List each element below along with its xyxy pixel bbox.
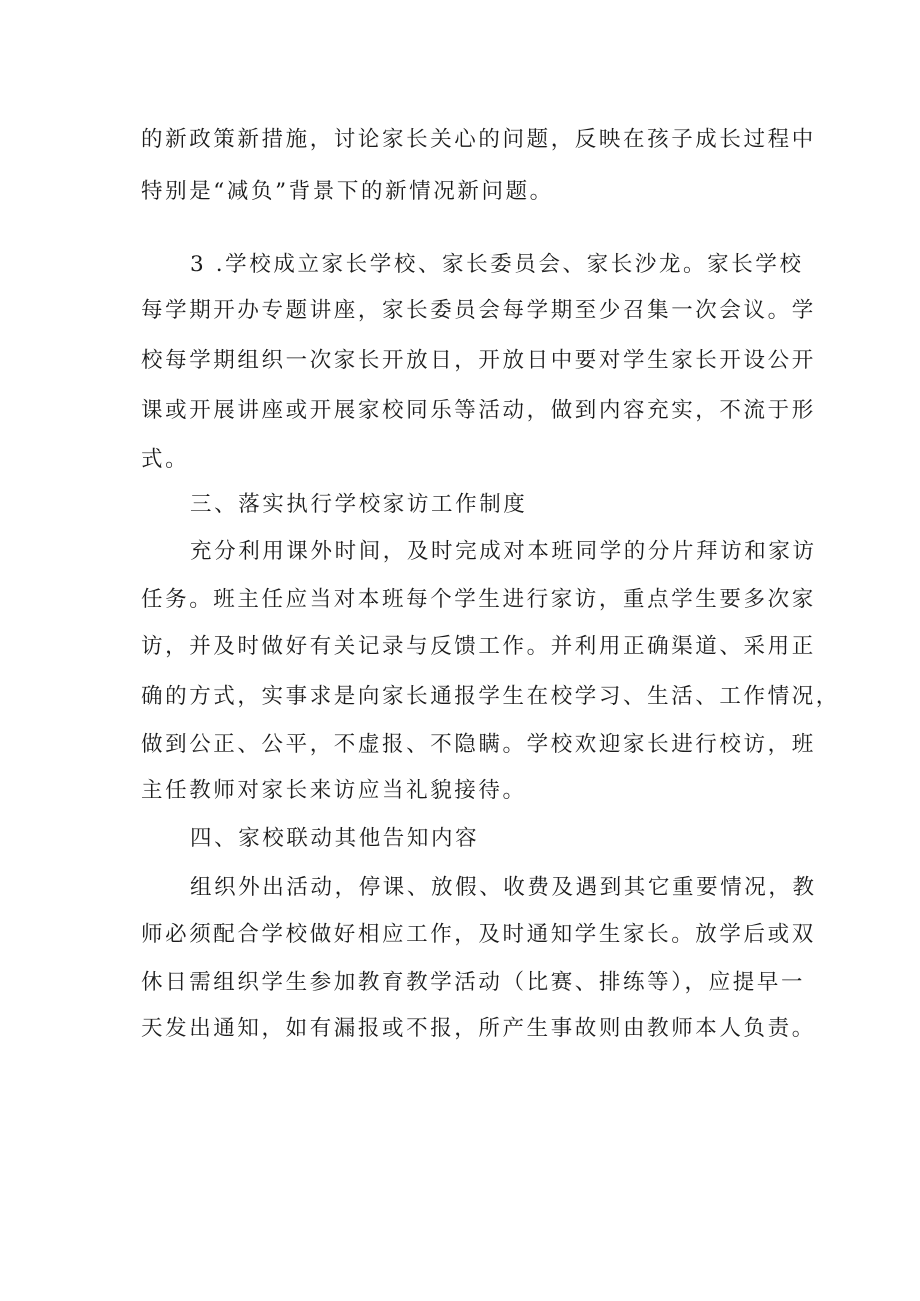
text-line: 充分利用课外时间，及时完成对本班同学的分片拜访和家访 <box>190 539 817 564</box>
text-line: 师必须配合学校做好相应工作，及时通知学生家长。放学后或双 <box>141 922 816 947</box>
text-line: 组织外出活动，停课、放假、收费及遇到其它重要情况，教 <box>190 875 817 900</box>
text-line: 任务。班主任应当对本班每个学生进行家访，重点学生要多次家 <box>141 587 816 612</box>
section-heading: 四、家校联动其他告知内容 <box>190 826 480 851</box>
section-heading: 三、落实执行学校家访工作制度 <box>190 492 528 517</box>
text-line: 校每学期组织一次家长开放日，开放日中要对学生家长开设公开 <box>141 348 816 373</box>
text-line: 访，并及时做好有关记录与反馈工作。并利用正确渠道、采用正 <box>141 634 816 659</box>
text-line: 的新政策新措施，讨论家长关心的问题，反映在孩子成长过程中 <box>141 127 816 152</box>
text-line: 课或开展讲座或开展家校同乐等活动，做到内容充实，不流于形 <box>141 398 816 423</box>
text-line: 式。 <box>141 447 190 472</box>
text-line: 做到公正、公平，不虚报、不隐瞒。学校欢迎家长进行校访，班 <box>141 732 816 757</box>
text-line: 主任教师对家长来访应当礼貌接待。 <box>141 778 527 803</box>
text-line: 天发出通知，如有漏报或不报，所产生事故则由教师本人负责。 <box>141 1016 816 1041</box>
text-line: 确的方式，实事求是向家长通报学生在校学习、生活、工作情况， <box>141 684 840 709</box>
text-line: 每学期开办专题讲座，家长委员会每学期至少召集一次会议。学 <box>141 298 816 323</box>
text-line: 休日需组织学生参加教育教学活动（比赛、排练等），应提早一 <box>141 970 806 995</box>
text-line: 特别是“减负”背景下的新情况新问题。 <box>141 179 554 204</box>
text-line: 3 .学校成立家长学校、家长委员会、家长沙龙。家长学校 <box>190 252 804 277</box>
